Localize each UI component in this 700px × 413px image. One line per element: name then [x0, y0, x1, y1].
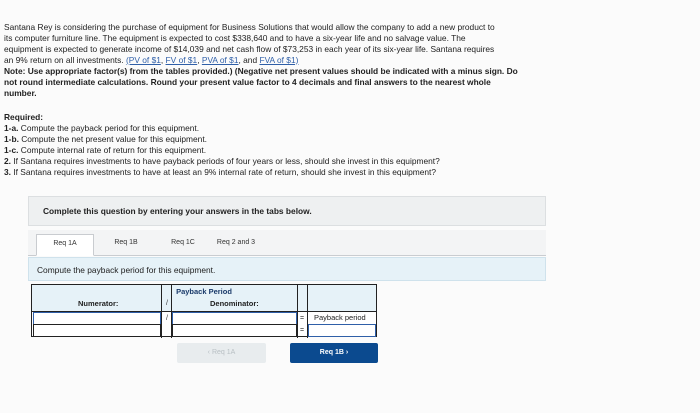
required-key: 1-b.: [4, 133, 19, 144]
problem-line-prefix: an 9% return on all investments.: [4, 54, 126, 65]
required-key: 3.: [4, 166, 11, 177]
column-divider: [161, 285, 162, 338]
note-line: not round intermediate calculations. Round your present value factor to 4 decimals and final answers to the nearest whole: [4, 76, 491, 87]
denominator-label: Denominator:: [210, 299, 259, 308]
note-line: Note: Use appropriate factor(s) from the tables provided.) (Negative net present values should be indicated with a minus sign. Do: [4, 65, 518, 76]
required-key: 1-c.: [4, 144, 19, 155]
required-key: 2.: [4, 155, 11, 166]
equals-sign: =: [300, 315, 305, 322]
link-fv-of-1[interactable]: FV of $1: [165, 54, 198, 65]
payback-period-input[interactable]: [308, 324, 376, 337]
numerator-input-2[interactable]: [33, 324, 161, 337]
required-text: If Santana requires investments to have payback periods of four years or less, should she invest in this equipment?: [13, 155, 440, 166]
tab-instruction-bar: [28, 257, 546, 281]
problem-line: equipment is expected to generate income of $14,039 and net cash flow of $73,253 in each year of its six-year life. Santana requires: [4, 43, 495, 54]
problem-line: its computer furniture line. The equipment is expected to cost $338,640 and to have a six-year life and no salvage value. The: [4, 32, 466, 43]
link-fva-of-1[interactable]: FVA of $1): [259, 54, 299, 65]
required-item: [4, 134, 694, 145]
tab-instruction: Compute the payback period for this equipment.: [37, 265, 216, 275]
chevron-left-icon: ‹: [207, 349, 211, 356]
tab-req-1a[interactable]: Req 1A: [36, 234, 94, 256]
division-sign: /: [166, 315, 168, 322]
required-key: 1-a.: [4, 122, 19, 133]
chevron-right-icon: ›: [345, 349, 349, 356]
link-pva-of-1[interactable]: PVA of $1: [201, 54, 239, 65]
required-heading: Required:: [4, 112, 44, 122]
note-line: number.: [4, 87, 37, 98]
prev-tab-label: Req 1A: [211, 349, 236, 356]
next-tab-label: Req 1B: [319, 349, 344, 356]
required-item: [4, 156, 694, 167]
tab-req-1b[interactable]: Req 1B: [114, 239, 138, 246]
problem-line: Santana Rey is considering the purchase of equipment for Business Solutions that would allow the company to add a new product to: [4, 22, 495, 32]
column-divider: [297, 285, 298, 338]
calc-header: [32, 285, 376, 312]
denominator-input-2[interactable]: [172, 324, 297, 337]
required-item: [4, 123, 694, 134]
prev-tab-button[interactable]: [177, 343, 266, 363]
link-pv-of-1[interactable]: (PV of $1: [125, 54, 161, 65]
division-sign: /: [166, 300, 168, 307]
required-text: If Santana requires investments to have at least an 9% internal rate of return, should she invest in this equipment?: [13, 166, 437, 177]
required-item: [4, 145, 694, 156]
payback-calc-table: [31, 284, 377, 337]
tab-req-1c[interactable]: Req 1C: [171, 239, 195, 246]
required-text: Compute the net present value for this equipment.: [21, 133, 207, 144]
instruction-panel: [28, 196, 546, 226]
tab-req-2-and-3[interactable]: Req 2 and 3: [216, 239, 256, 246]
panel-text: Complete this question by entering your answers in the tabs below.: [43, 206, 312, 216]
required-section: [4, 112, 694, 178]
calc-title: Payback Period: [176, 287, 232, 296]
tab-bar: [28, 230, 546, 256]
next-tab-button[interactable]: [290, 343, 378, 363]
equals-sign: =: [300, 327, 305, 334]
required-text: Compute internal rate of return for this equipment.: [20, 144, 207, 155]
numerator-label: Numerator:: [78, 299, 119, 308]
problem-line: an 9% return on all investments. (PV of $1, FV of $1, PVA of $1, and FVA of $1): [4, 54, 299, 65]
problem-statement: [4, 22, 694, 98]
required-text: Compute the payback period for this equipment.: [20, 122, 200, 133]
required-item: [4, 167, 694, 178]
payback-period-label: Payback period: [314, 313, 366, 322]
